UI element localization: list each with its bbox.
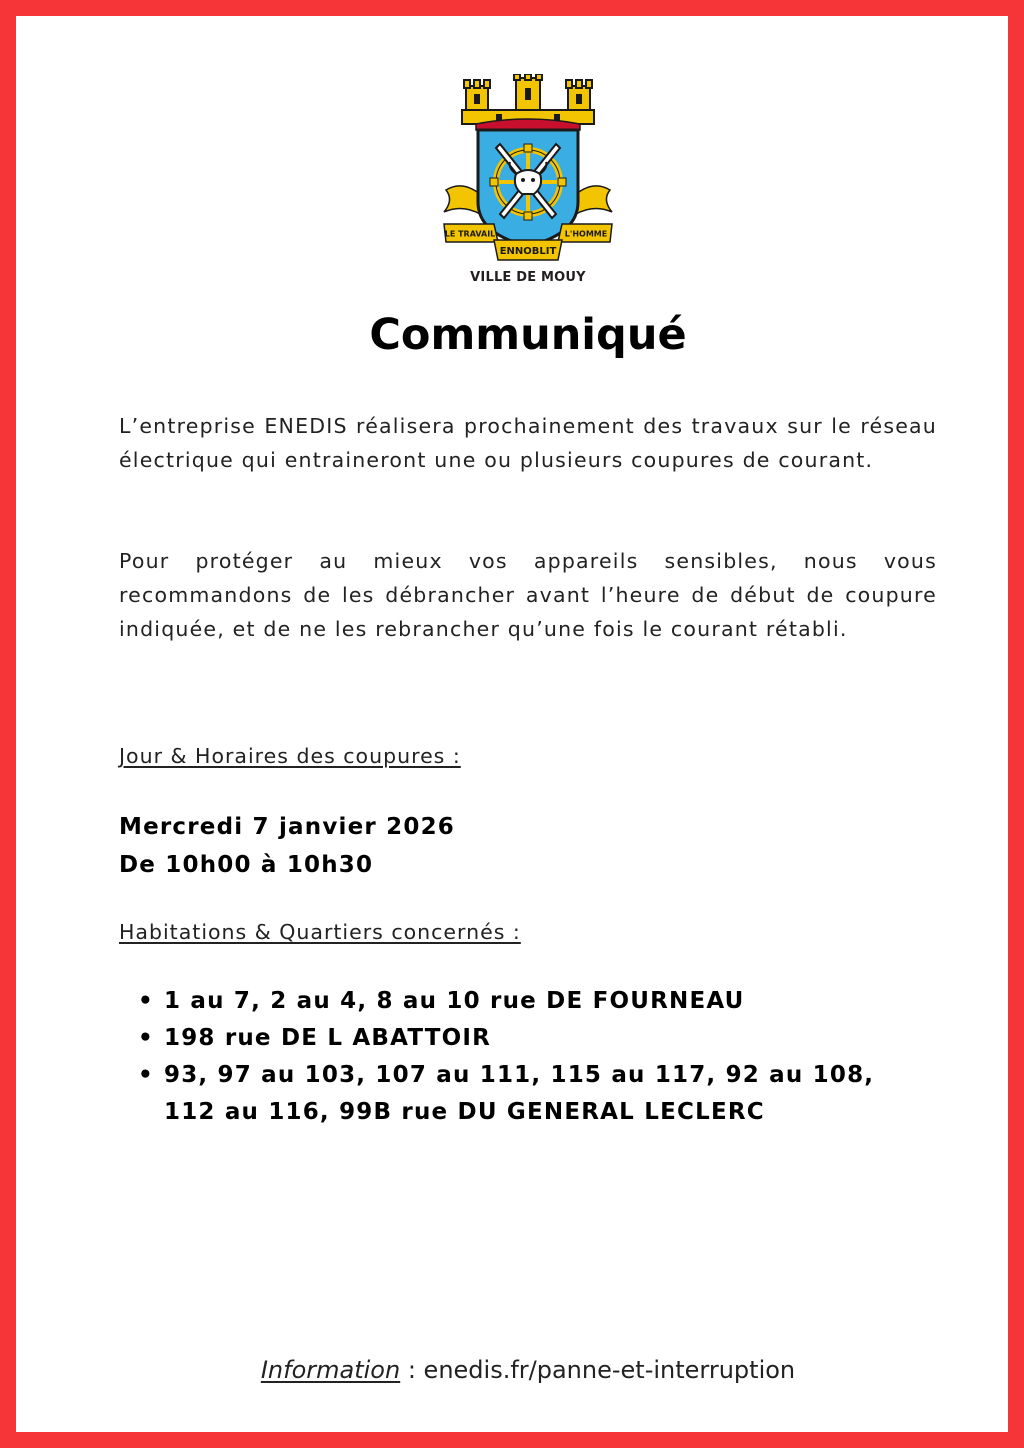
- outage-time: De 10h00 à 10h30: [119, 852, 374, 878]
- footer-info: [16, 1356, 1024, 1384]
- city-name: VILLE DE MOUY: [470, 270, 586, 285]
- intro-paragraph: L’entreprise ENEDIS réalisera prochainement des travaux sur le réseau électrique qui entraineront une ou plusieurs coupures de courant.: [119, 414, 937, 472]
- info-link[interactable]: enedis.fr/panne-et-interruption: [423, 1356, 796, 1384]
- list-item: • 93, 97 au 103, 107 au 111, 115 au 117, 92 au 108, 112 au 116, 99B rue DU GENERAL LECLERC: [138, 1057, 928, 1131]
- page-title: Communiqué: [369, 310, 687, 360]
- areas-label: Habitations & Quartiers concernés :: [119, 920, 521, 944]
- motto-left: LE TRAVAIL: [444, 229, 496, 239]
- outage-date: Mercredi 7 janvier 2026: [119, 814, 455, 840]
- list-item: • 1 au 7, 2 au 4, 8 au 10 rue DE FOURNEAU: [138, 983, 928, 1020]
- coat-of-arms-icon: [436, 74, 620, 264]
- motto-right: L'HOMME: [564, 229, 608, 239]
- schedule-label: Jour & Horaires des coupures :: [119, 744, 461, 768]
- footer-separator: :: [400, 1356, 424, 1384]
- advice-paragraph: Pour protéger au mieux vos appareils sensibles, nous vous recommandons de les débrancher avant l’heure de début de coupure indiquée, et de ne les rebrancher qu’une fois le courant rétabli.: [119, 549, 937, 641]
- motto-center: ENNOBLIT: [499, 246, 557, 257]
- schedule-block: [119, 808, 455, 884]
- information-label: Information: [260, 1356, 401, 1384]
- areas-list: [138, 983, 928, 1131]
- list-item: • 198 rue DE L ABATTOIR: [138, 1020, 928, 1057]
